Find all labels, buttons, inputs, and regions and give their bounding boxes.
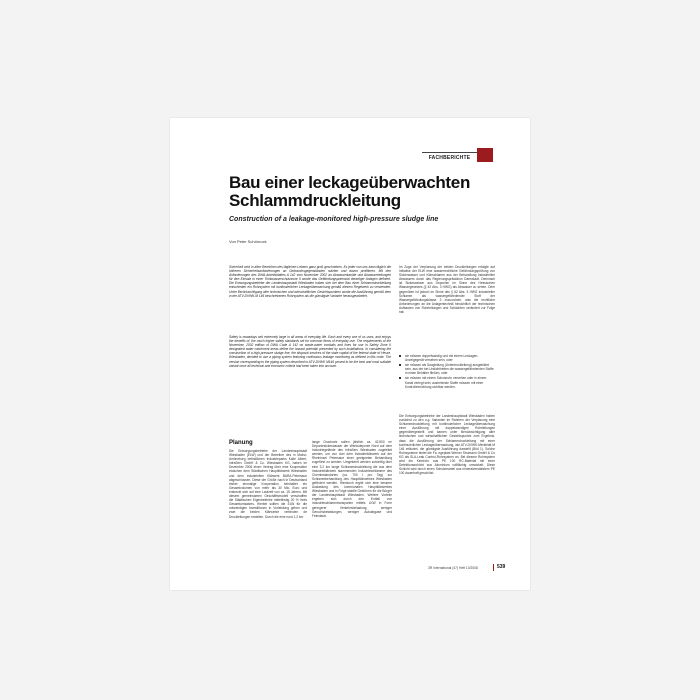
page-number: 539 xyxy=(497,564,506,570)
requirements-list xyxy=(399,354,495,390)
abstract-english: Safety is nowadays writ extremely large in all areas of everyday life. Each and every one of us uses, and enjoys the benefits of, the much higher safety standards set for common items of everyday use. The requirements of the November, 2002 edition of DWA Code A 142 on waste-water conduits and lines for use in Safety Zone II designated water catchment areas define the hazard potential presented by such installations. In considering the construction of a high-pressure sludge line, the disposal services of the state capital of the federal state of Hesse, Wiesbaden, decided to use a piping system featuring continuous leakage monitoring as defined in this code. The version corresponding to the piping system described in ATV-DVWK M146 proved to be the best and most suitable variant once all technical and economic criteria had been taken into account. xyxy=(229,335,391,368)
planung-column-1: Die Entsorgungsbetriebe der Landeshauptstadt Wiesbaden (ELW) und der Betreiber des in Mainz-Amöneburg befindlichen Industrieparks Kalle Albert, InfraServ GmbH & Co. Wiesbaden KG, haben im Dezember 2006 einen Vertrag über eine Kooperation zwischen dem Städtischen Hauptklärwerk Wiesbaden und dem industriellen Klärwerk BARA-Petersaue abgeschlossen. Diese der Größe nach in Deutschland bisher einmalige Kooperation beinhaltet ein Gesamtvolumen von mehr als 30 Mio. Euro und erstreckt sich auf eine Laufzeit von ca. 15 Jahren. Mit diesem gemeinsamen Geschäftsmodell verschaffen die Städtischen Eigenbetriebe mittelfristig 20 % ihres Gesamtumsatzes. Hierbei sollten die ELW für die notwendigen Investitionen in Vorleistung gehen und zwei die beiden Klärwerke verbinden de Druckleitungen erstellen. Durch die eine rund 1,2 km xyxy=(229,449,307,519)
journal-page xyxy=(170,118,530,590)
list-item: sie müssen als Saugleitung (Unterdruckleitung) ausgebildet sein, aus der bei Undichtheiten die wassergefährdenden Stoffe in einen Behälter fließen, oder xyxy=(399,363,495,375)
bullet-icon xyxy=(399,364,401,366)
section-color-block xyxy=(477,148,493,162)
author-line: Von Peter Schönrock xyxy=(229,239,267,244)
right-column-body: Die Entsorgungsbetriebe der Landeshauptstadt Wiesbaden haben zunächst zu den o.g. Varianten im Rahmen der Verplanung eine Schlammdruckleitung mit kontinuierlicher Leckageüberwachung einer Ausführung mit doppelwandigen Rohrleitungen gegenübergestellt und kamen unter Berücksichtigung aller technischen und wirtschaftlichen Gesichtspunkte zum Ergebnis, dass die Ausführung der Schlammdruckleitung mit einer kontinuierlichen Leckageüberwachung, wie ATV-DVWK-Merkblatt M 146 erläutert, die günstigste Ausführung darstellt (Bild 1). Solche Rohrsysteme bietet die Fa. egeplast Werner Strumann GmbH & Co KG als SLA-Leak Control-Rohrsystem an. Bei diesem Rohrsystem wird ein Kernrohr aus PE 100 RC-Material mit einer Detektionsschicht aus Aluminium vollflächig umwickelt. Diese Schicht wird durch einen Schutzmantel aus mineralverstärktem PE 100 dauerhaft geschützt. xyxy=(399,414,495,476)
article-subtitle: Construction of a leakage-monitored high-pressure sludge line xyxy=(229,216,439,223)
bullet-icon xyxy=(399,377,401,379)
right-column-intro: Im Zuge der Verplanung der beiden Druckleitungen erfolgte auf Initiative der ELW eine wasserrechtliche Gefährdungsprüfung von Sickerwasser und Klärschlamm aus der Behandlung industriellen Abwassers durch das Regierungspräsidium Darmstadt. Demnach ist Sickerwasser aus Deponien im Sinne des Hessischen Wassergesetzes (§ 42 Abs. 3 HWG) als Abwasser zu sehen. Dem gegenüber ist jedoch im Sinne des § 62 Abs. 3 HWG industrieller Schlamm als wassergefährdender Stoff der Wassergefährdungsklasse 3 zuzuordnen, was die rechtliche Anforderungen an die Anlagentechnik hinsichtlich der technischen Aufbauten von Rohrleitungen und Schächten verändert zur Folge hat: xyxy=(399,265,495,315)
section-label: FACHBERICHTE xyxy=(422,152,477,163)
page-number-divider xyxy=(493,564,494,571)
list-item: sie müssen doppelwandig und mit einem Leckagen-Anzeigegerät versehen sein, oder xyxy=(399,354,495,362)
abstract-german: Sicherheit wird in allen Bereichen des täglichen Lebens ganz groß geschrieben. Es jeder von uns kann täglich die höheren Sicherheitsanforderungen an Gebrauchsgegenständen nutzten und davon profitieren. Mit den Anforderungen des DWA-Arbeitsblattes A 142 vom November 2002 an Abwasserkanäle und Abwasserleitungen für den Einsatz in einer Trinkwasserschutzzone II wurde das Gefährdungspotenzial derartiger Anlagen definiert. Die Entsorgungsbetriebe der Landeshauptstadt Wiesbaden haben sich bei dem Bau einer Schlammdruckleitung entschieden ein Rohrsystem mit kontinuierlicher Leckageüberwachung gemäß diesem Regelwerk zu verwenden. Unter Berücksichtigung aller technischen und wirtschaftlichen Gesichtspunkten wurde die Ausführung gemäß dem in der ATV-DVWK-M 146 beschriebenen Rohrsystem als die günstigste Variante herausgearbeitet. xyxy=(229,265,391,298)
journal-footer: 3R International (47) Heft 10/2008 xyxy=(428,566,478,570)
section-heading-planung: Planung xyxy=(229,440,253,446)
list-item: sie müssen mit einem Schutzrohr versehen oder in einem Kanal verlegt sein; austretende Stoffe müssen mit einer Kontrolleinrichtung sichtbar werden. xyxy=(399,376,495,388)
article-title: Bau einer leckageüberwachten Schlammdruckleitung xyxy=(229,173,471,210)
bullet-icon xyxy=(399,355,401,357)
planung-column-2: lange Druckrohr sollen jährlich ca. 42.800 m³ Deponiesickerwasser der Werksdeponie Nord auf dem Industriegelände des InfraServ Wiesbaden zugeleitet werden, um von dort dem Industrieklärwerk auf der Rheininsel Petersaue einer geeigneten Behandlung zugeführt zu werden. Umgekehrt werden zukünftig über eine 3,2 km lange Schlammdruckleitung die aus dem Industrieklärwerk stammenden Industrieschlämme des Chemiestandortes (ca. 700 t pro Tag) zur Schlammbehandlung des Hauptklärwerkes Wiesbaden gefördert werden. Hierdurch ergibt sich eine bessere Auslastung des kommunalen Hauptklärwerkes Wiesbaden und in Folge stabile Gebühren für die Bürger der Landeshauptstadt Wiesbaden. Weitere Vorteile ergeben sich durch den Entfall von Industrieschlammtransporten mittels LKW in Form geringerer Verkehrsbelastung, weniger Geruchsbelastungen, weniger Autoabgase und Feinstaub. xyxy=(312,440,392,518)
